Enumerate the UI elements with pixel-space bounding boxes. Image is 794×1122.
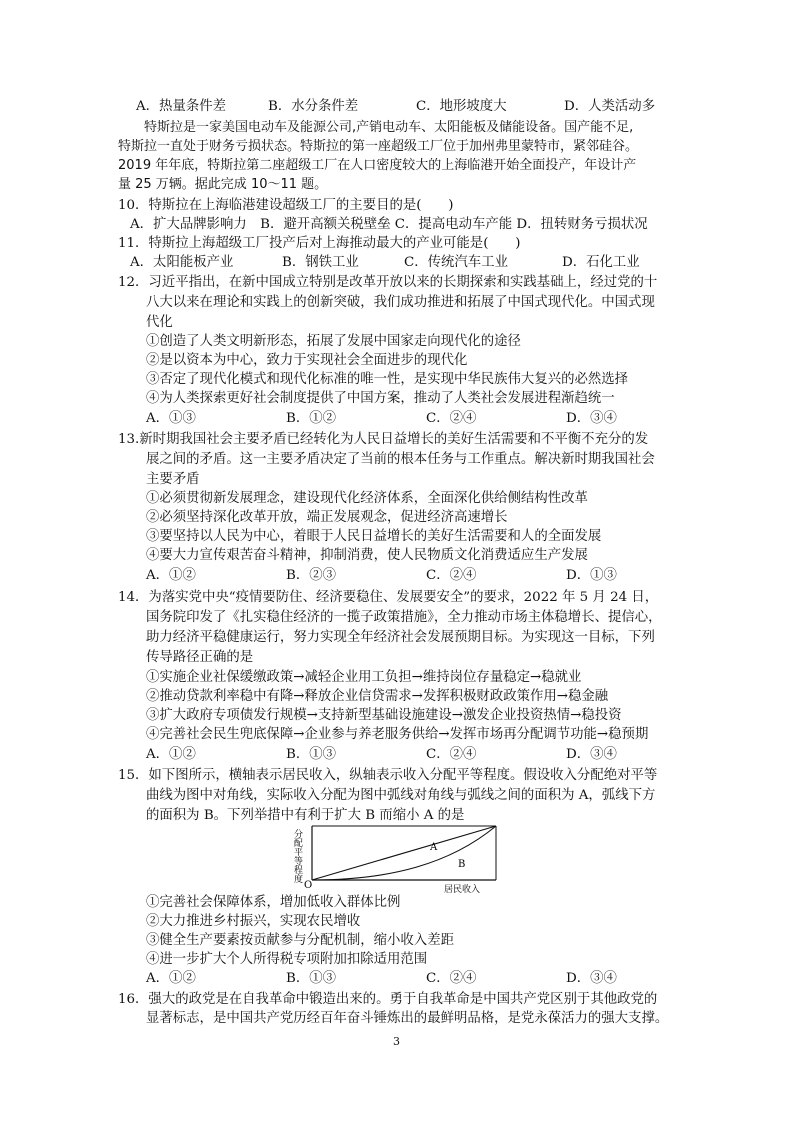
q15-stem: 的面积为 B。下列举措中有利于扩大 B 而缩小 A 的是 [146,808,465,823]
q9-option-d[interactable]: D．人类活动多 [564,99,656,114]
q15-stem: 15．如下图所示，横轴表示居民收入，纵轴表示收入分配平等程度。假设收入分配绝对平等 [118,768,658,783]
q10-stem: 10．特斯拉在上海临港建设超级工厂的主要目的是( ) [118,198,454,213]
x-axis-label: 居民收入 [444,885,481,894]
q11-option-b[interactable]: B．钢铁工业 [282,255,359,270]
q14-item: ②推动贷款利率稳中有降→释放企业信贷需求→发挥积极财政政策作用→稳金融 [146,689,609,704]
q14-option-c[interactable]: C．②④ [426,747,477,762]
q11-option-d[interactable]: D．石化工业 [562,255,640,270]
q13-item: ③要坚持以人民为中心，着眼于人民日益增长的美好生活需要和人的全面发展 [146,529,602,544]
q14-stem: 助力经济平稳健康运行，努力实现全年经济社会发展预期目标。为实现这一目标，下列 [146,630,655,645]
origin-label: O [304,880,313,891]
q12-option-b[interactable]: B．①② [286,411,337,426]
q12-option-d[interactable]: D．③④ [566,411,617,426]
passage-line: 特斯拉一直处于财务亏损状态。特斯拉的第一座超级工厂位于加州弗里蒙特市，紧邻硅谷。 [118,139,639,154]
q13-item: ①必须贯彻新发展理念，建设现代化经济体系，全面深化供给侧结构性改革 [146,491,588,506]
q14-stem: 传导路径正确的是 [146,650,254,665]
q15-option-d[interactable]: D．③④ [566,971,617,986]
q14-stem: 国务院印发了《扎实稳住经济的一揽子政策措施》，全力推动市场主体稳增长、提信心， [146,610,662,625]
q16-stem: 显著标志，是中国共产党历经百年奋斗锤炼出的最鲜明品格，是党永葆活力的强大支撑。 [146,1011,669,1026]
passage-line: 量 25 万辆。据此完成 10～11 题。 [118,177,328,192]
q15-option-c[interactable]: C．②④ [426,971,477,986]
q11-stem: 11．特斯拉上海超级工厂投产后对上海推动最大的产业可能是( ) [118,236,521,251]
q13-item: ②必须坚持深化改革开放，端正发展观念，促进经济高速增长 [146,510,508,525]
y-axis-label-1: 分 [294,830,304,840]
q11-option-c[interactable]: C．传统汽车工业 [404,255,508,270]
q15-item: ④进一步扩大个人所得税专项附加扣除适用范围 [146,952,428,967]
q12-stem: 12．习近平指出，在新中国成立特别是改革开放以来的长期探索和实践基础上，经过党的十 [118,275,658,290]
q14-item: ①实施企业社保缓缴政策→减轻企业用工负担→维持岗位存量稳定→稳就业 [146,670,582,685]
q11-option-a[interactable]: A．太阳能板产业 [130,255,234,270]
y-axis-label-6: 度 [294,875,304,885]
passage-line: 2019 年年底，特斯拉第二座超级工厂在人口密度较大的上海临港开始全面投产，年设计产 [118,158,637,173]
q14-option-a[interactable]: A．①② [146,747,196,762]
passage-line: 特斯拉是一家美国电动车及能源公司,产销电动车、太阳能板及储能设备。国产能不足, [144,120,634,135]
q13-stem: 主要矛盾 [146,472,200,487]
q15-option-a[interactable]: A．①② [146,971,196,986]
q9-option-c[interactable]: C．地形坡度大 [416,99,507,114]
y-axis-label-4: 等 [294,857,304,867]
q14-item: ④完善社会民生兜底保障→企业参与养老服务供给→发挥市场再分配调节功能→稳预期 [146,727,649,742]
q13-option-c[interactable]: C．②④ [426,568,477,583]
q12-item: ④为人类探索更好社会制度提供了中国方案，推动了人类社会发展进程渐趋统一 [146,391,615,406]
q9-option-b[interactable]: B．水分条件差 [268,99,359,114]
q16-stem: 16．强大的政党是在自我革命中锻造出来的。勇于自我革命是中国共产党区别于其他政党的 [118,992,658,1007]
q12-option-a[interactable]: A．①③ [146,411,196,426]
q9-option-a[interactable]: A．热量条件差 [136,99,227,114]
q14-option-d[interactable]: D．③④ [566,747,617,762]
q14-option-b[interactable]: B．①③ [286,747,337,762]
y-axis-label-3: 平 [294,848,304,858]
q14-item: ③扩大政府专项债发行规模→支持新型基础设施建设→激发企业投资热情→稳投资 [146,708,622,723]
q15-item: ③健全生产要素按贡献参与分配机制，缩小收入差距 [146,933,454,948]
q12-stem: 代化 [146,315,173,330]
y-axis-label-5: 程 [294,866,304,876]
q13-stem: 展之间的矛盾。这一主要矛盾决定了当前的根本任务与工作重点。解决新时期我国社会 [146,452,655,467]
q15-option-b[interactable]: B．①③ [286,971,337,986]
q15-stem: 曲线为图中对角线，实际收入分配为图中弧线对角线与弧线之间的面积为 A，弧线下方 [146,788,656,803]
q14-stem: 14．为落实党中央“疫情要防住、经济要稳住、发展要安全”的要求，2022 年 5 月 24 日， [118,590,659,605]
q12-option-c[interactable]: C．②④ [426,411,477,426]
q12-item: ②是以资本为中心，致力于实现社会全面进步的现代化 [146,353,468,368]
q12-item: ③否定了现代化模式和现代化标准的唯一性，是实现中华民族伟大复兴的必然选择 [146,372,629,387]
equality-diagonal [312,826,496,880]
q10-options[interactable]: A．扩大品牌影响力 B．避开高额关税壁垒 C．提高电动车产能 D．扭转财务亏损状况 [130,217,648,232]
region-b-label: B [458,859,466,870]
q12-item: ①创造了人类文明新形态，拓展了发展中国家走向现代化的途径 [146,334,521,349]
q13-option-b[interactable]: B．②③ [286,568,337,583]
q13-item: ④要大力宣传艰苦奋斗精神，抑制消费，使人民物质文化消费适应生产发展 [146,548,588,563]
y-axis-label-2: 配 [294,839,304,849]
q13-option-a[interactable]: A．①② [146,568,196,583]
q15-item: ②大力推进乡村振兴，实现农民增收 [146,914,361,929]
q12-stem: 八大以来在理论和实践上的创新突破，我们成功推进和拓展了中国式现代化。中国式现 [146,295,655,310]
region-a-label: A [430,842,438,853]
q13-stem: 13.新时期我国社会主要矛盾已经转化为人民日益增长的美好生活需要和不平衡不充分的发 [118,432,649,447]
income-distribution-figure [280,824,510,894]
page-number: 3 [393,1035,400,1048]
q15-item: ①完善社会保障体系，增加低收入群体比例 [146,895,401,910]
q13-option-d[interactable]: D．①③ [566,568,617,583]
